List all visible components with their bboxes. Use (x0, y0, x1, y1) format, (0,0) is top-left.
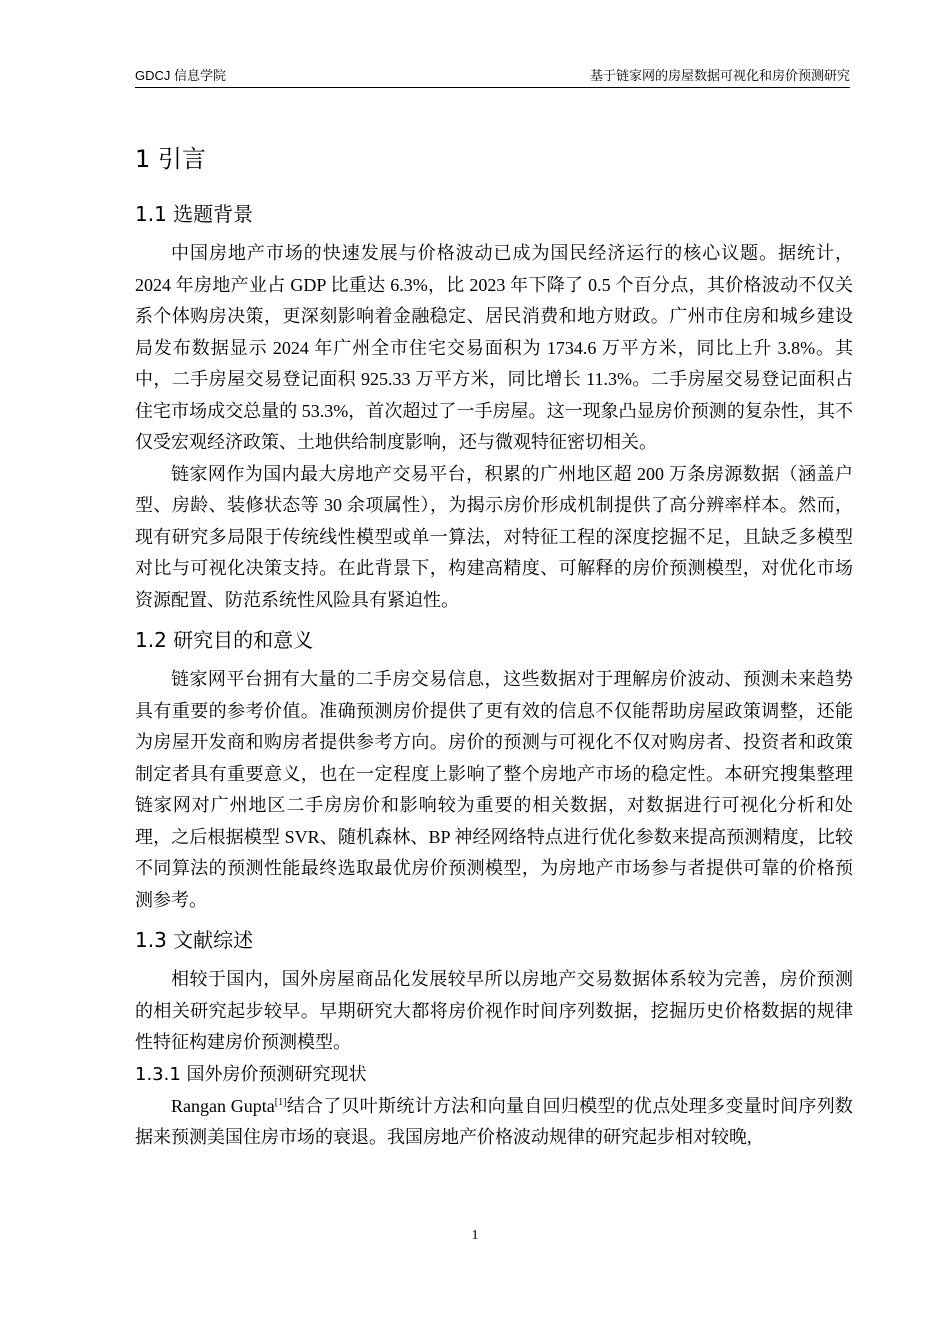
paragraph-text: 结合了贝叶斯统计方法和向量自回归模型的优点处理多变量时间序列数据来预测美国住房市场的衰退。我国房地产价格波动规律的研究起步相对较晚, (135, 1095, 853, 1147)
section-title-1-2: 1.2 研究目的和意义 (135, 628, 314, 652)
paragraph: 链家网作为国内最大房地产交易平台，积累的广州地区超 200 万条房源数据（涵盖户型、房龄、装修状态等 30 余项属性），为揭示房价形成机制提供了高分辨率样本。然而，现有研究多局限于传统线性模型或单一算法，对特征工程的深度挖掘不足，且缺乏多模型对比与可视化决策支持。在此背景下，构建高精度、可解释的房价预测模型，对优化市场资源配置、防范系统性风险具有紧迫性。 (135, 463, 853, 610)
header-institution: GDCJ 信息学院 (135, 68, 227, 83)
paragraph: 相较于国内，国外房屋商品化发展较早所以房地产交易数据体系较为完善，房价预测的相关研究起步较早。早期研究大都将房价视作时间序列数据，挖掘历史价格数据的规律性特征构建房价预测模型。 (135, 969, 853, 1052)
chapter-title: 1 引言 (135, 145, 206, 173)
page-body (135, 142, 853, 1154)
citation-ref[interactable]: [1] (274, 1096, 287, 1108)
paragraph (135, 1091, 853, 1154)
page-number: 1 (471, 1228, 479, 1243)
section-title-1-1: 1.1 选题背景 (135, 202, 254, 226)
cited-author: Rangan Gupta (171, 1095, 275, 1116)
paragraph: 链家网平台拥有大量的二手房交易信息，这些数据对于理解房价波动、预测未来趋势具有重要的参考价值。准确预测房价提供了更有效的信息不仅能帮助房屋政策调整，还能为房屋开发商和购房者提供参考方向。房价的预测与可视化不仅对购房者、投资者和政策制定者具有重要意义，也在一定程度上影响了整个房地产市场的稳定性。本研究搜集整理链家网对广州地区二手房房价和影响较为重要的相关数据，对数据进行可视化分析和处理，之后根据模型 SVR、随机森林、BP 神经网络特点进行优化参数来提高预测精度，比较不同算法的预测性能最终选取最优房价预测模型，为房地产市场参与者提供可靠的价格预测参考。 (135, 669, 853, 910)
header-divider (135, 87, 850, 88)
paragraph: 中国房地产市场的快速发展与价格波动已成为国民经济运行的核心议题。据统计，2024 年房地产业占 GDP 比重达 6.3%，比 2023 年下降了 0.5 个百分点，其价格波动不仅关系个体购房决策，更深刻影响着金融稳定、居民消费和地方财政。广州市住房和城乡建设局发布数据显示 2024 年广州全市住宅交易面积为 1734.6 万平方米，同比上升 3.8%。其中，二手房屋交易登记面积 925.33 万平方米，同比增长 11.3%。二手房屋交易登记面积占住宅市场成交总量的 53.3%，首次超过了一手房屋。这一现象凸显房价预测的复杂性，其不仅受宏观经济政策、土地供给制度影响，还与微观特征密切相关。 (135, 243, 853, 452)
header-thesis-title: 基于链家网的房屋数据可视化和房价预测研究 (589, 68, 850, 83)
page-header (135, 66, 850, 86)
section-title-1-3: 1.3 文献综述 (135, 928, 254, 952)
subsection-title-1-3-1: 1.3.1 国外房价预测研究现状 (135, 1063, 367, 1085)
